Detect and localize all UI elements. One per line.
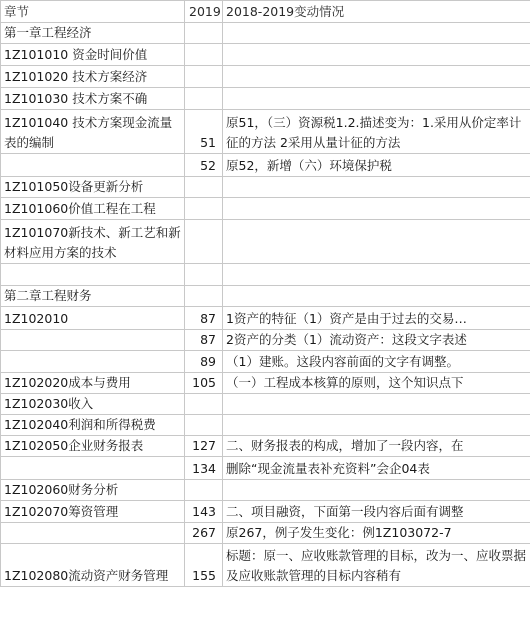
chapter-cell: 1Z101020 技术方案经济	[1, 66, 185, 88]
change-cell	[223, 66, 530, 88]
table-row	[1, 154, 530, 177]
table-row	[1, 351, 530, 373]
chapter-cell	[1, 457, 185, 480]
page-cell	[185, 88, 223, 110]
change-cell: 原52，新增（六）环境保护税	[223, 154, 530, 177]
table-row	[1, 523, 530, 544]
table-row	[1, 415, 530, 436]
page-cell: 267	[185, 523, 223, 544]
change-cell: 二、项目融资，下面第一段内容后面有调整	[223, 501, 530, 523]
page-cell	[185, 44, 223, 66]
table-row	[1, 457, 530, 480]
page-cell: 52	[185, 154, 223, 177]
change-cell: 二、财务报表的构成，增加了一段内容，在	[223, 436, 530, 457]
table-row	[1, 88, 530, 110]
table-row	[1, 480, 530, 501]
page-cell: 134	[185, 457, 223, 480]
chapter-cell: 1Z102050企业财务报表	[1, 436, 185, 457]
chapter-cell: 1Z101030 技术方案不确	[1, 88, 185, 110]
page-cell	[185, 264, 223, 286]
page-cell	[185, 415, 223, 436]
table-row	[1, 307, 530, 330]
table-row	[1, 330, 530, 351]
change-cell: （一）工程成本核算的原则，这个知识点下	[223, 373, 530, 394]
change-cell	[223, 198, 530, 220]
table-row	[1, 110, 530, 154]
page-cell: 127	[185, 436, 223, 457]
chapter-cell: 1Z102060财务分析	[1, 480, 185, 501]
change-cell	[223, 264, 530, 286]
change-cell	[223, 415, 530, 436]
chapter-cell	[1, 264, 185, 286]
chapter-cell	[1, 523, 185, 544]
table-row	[1, 286, 530, 307]
chapter-cell: 1Z102020成本与费用	[1, 373, 185, 394]
table-row	[1, 373, 530, 394]
table-row	[1, 436, 530, 457]
chapter-cell	[1, 154, 185, 177]
chapter-cell: 1Z102010	[1, 307, 185, 330]
chapter-cell: 第二章工程财务	[1, 286, 185, 307]
change-cell	[223, 394, 530, 415]
chapter-cell: 第一章工程经济	[1, 23, 185, 44]
chapter-cell: 1Z102070筹资管理	[1, 501, 185, 523]
table-row	[1, 544, 530, 587]
page-cell: 87	[185, 307, 223, 330]
change-cell	[223, 177, 530, 198]
chapter-cell: 1Z102030收入	[1, 394, 185, 415]
chapter-cell: 1Z102040利润和所得税费	[1, 415, 185, 436]
table-row	[1, 198, 530, 220]
chapter-cell: 1Z101040 技术方案现金流量表的编制	[1, 110, 185, 154]
page-cell: 105	[185, 373, 223, 394]
chapter-cell: 1Z101060价值工程在工程	[1, 198, 185, 220]
chapter-cell: 1Z102080流动资产财务管理	[1, 544, 185, 587]
page-cell	[185, 66, 223, 88]
header-row	[1, 1, 530, 23]
chapter-cell: 1Z101070新技术、新工艺和新材料应用方案的技术	[1, 220, 185, 264]
chapter-cell	[1, 330, 185, 351]
page-cell	[185, 394, 223, 415]
table-row	[1, 220, 530, 264]
table-row	[1, 23, 530, 44]
change-cell	[223, 480, 530, 501]
change-cell	[223, 23, 530, 44]
change-cell: 2资产的分类（1）流动资产：这段文字表述	[223, 330, 530, 351]
change-cell: 1资产的特征（1）资产是由于过去的交易…	[223, 307, 530, 330]
page-cell	[185, 220, 223, 264]
header-changes: 2018-2019变动情况	[223, 1, 530, 23]
table-row	[1, 264, 530, 286]
page-cell: 51	[185, 110, 223, 154]
chapter-cell: 1Z101010 资金时间价值	[1, 44, 185, 66]
table-row	[1, 66, 530, 88]
page-cell	[185, 286, 223, 307]
change-cell: 原267，例子发生变化：例1Z103072-7	[223, 523, 530, 544]
page-cell: 155	[185, 544, 223, 587]
change-cell	[223, 220, 530, 264]
change-cell: 删除“现金流量表补充资料”会企04表	[223, 457, 530, 480]
chapter-cell	[1, 351, 185, 373]
page-cell	[185, 198, 223, 220]
chapter-cell: 1Z101050设备更新分析	[1, 177, 185, 198]
change-cell: 原51，（三）资源税1.2.描述变为：1.采用从价定率计征的方法 2采用从量计征的方法	[223, 110, 530, 154]
change-cell: 标题：原一、应收账款管理的目标，改为一、应收票据及应收账款管理的目标内容稍有	[223, 544, 530, 587]
table-row	[1, 44, 530, 66]
page-cell	[185, 177, 223, 198]
table-row	[1, 177, 530, 198]
table-row	[1, 501, 530, 523]
page-cell: 87	[185, 330, 223, 351]
header-year: 2019	[185, 1, 223, 23]
header-chapter: 章节	[1, 1, 185, 23]
page-cell: 143	[185, 501, 223, 523]
table-row	[1, 394, 530, 415]
page-cell	[185, 23, 223, 44]
change-cell	[223, 88, 530, 110]
page-cell: 89	[185, 351, 223, 373]
change-cell	[223, 44, 530, 66]
page-cell	[185, 480, 223, 501]
change-cell: （1）建账。这段内容前面的文字有调整。	[223, 351, 530, 373]
change-cell	[223, 286, 530, 307]
